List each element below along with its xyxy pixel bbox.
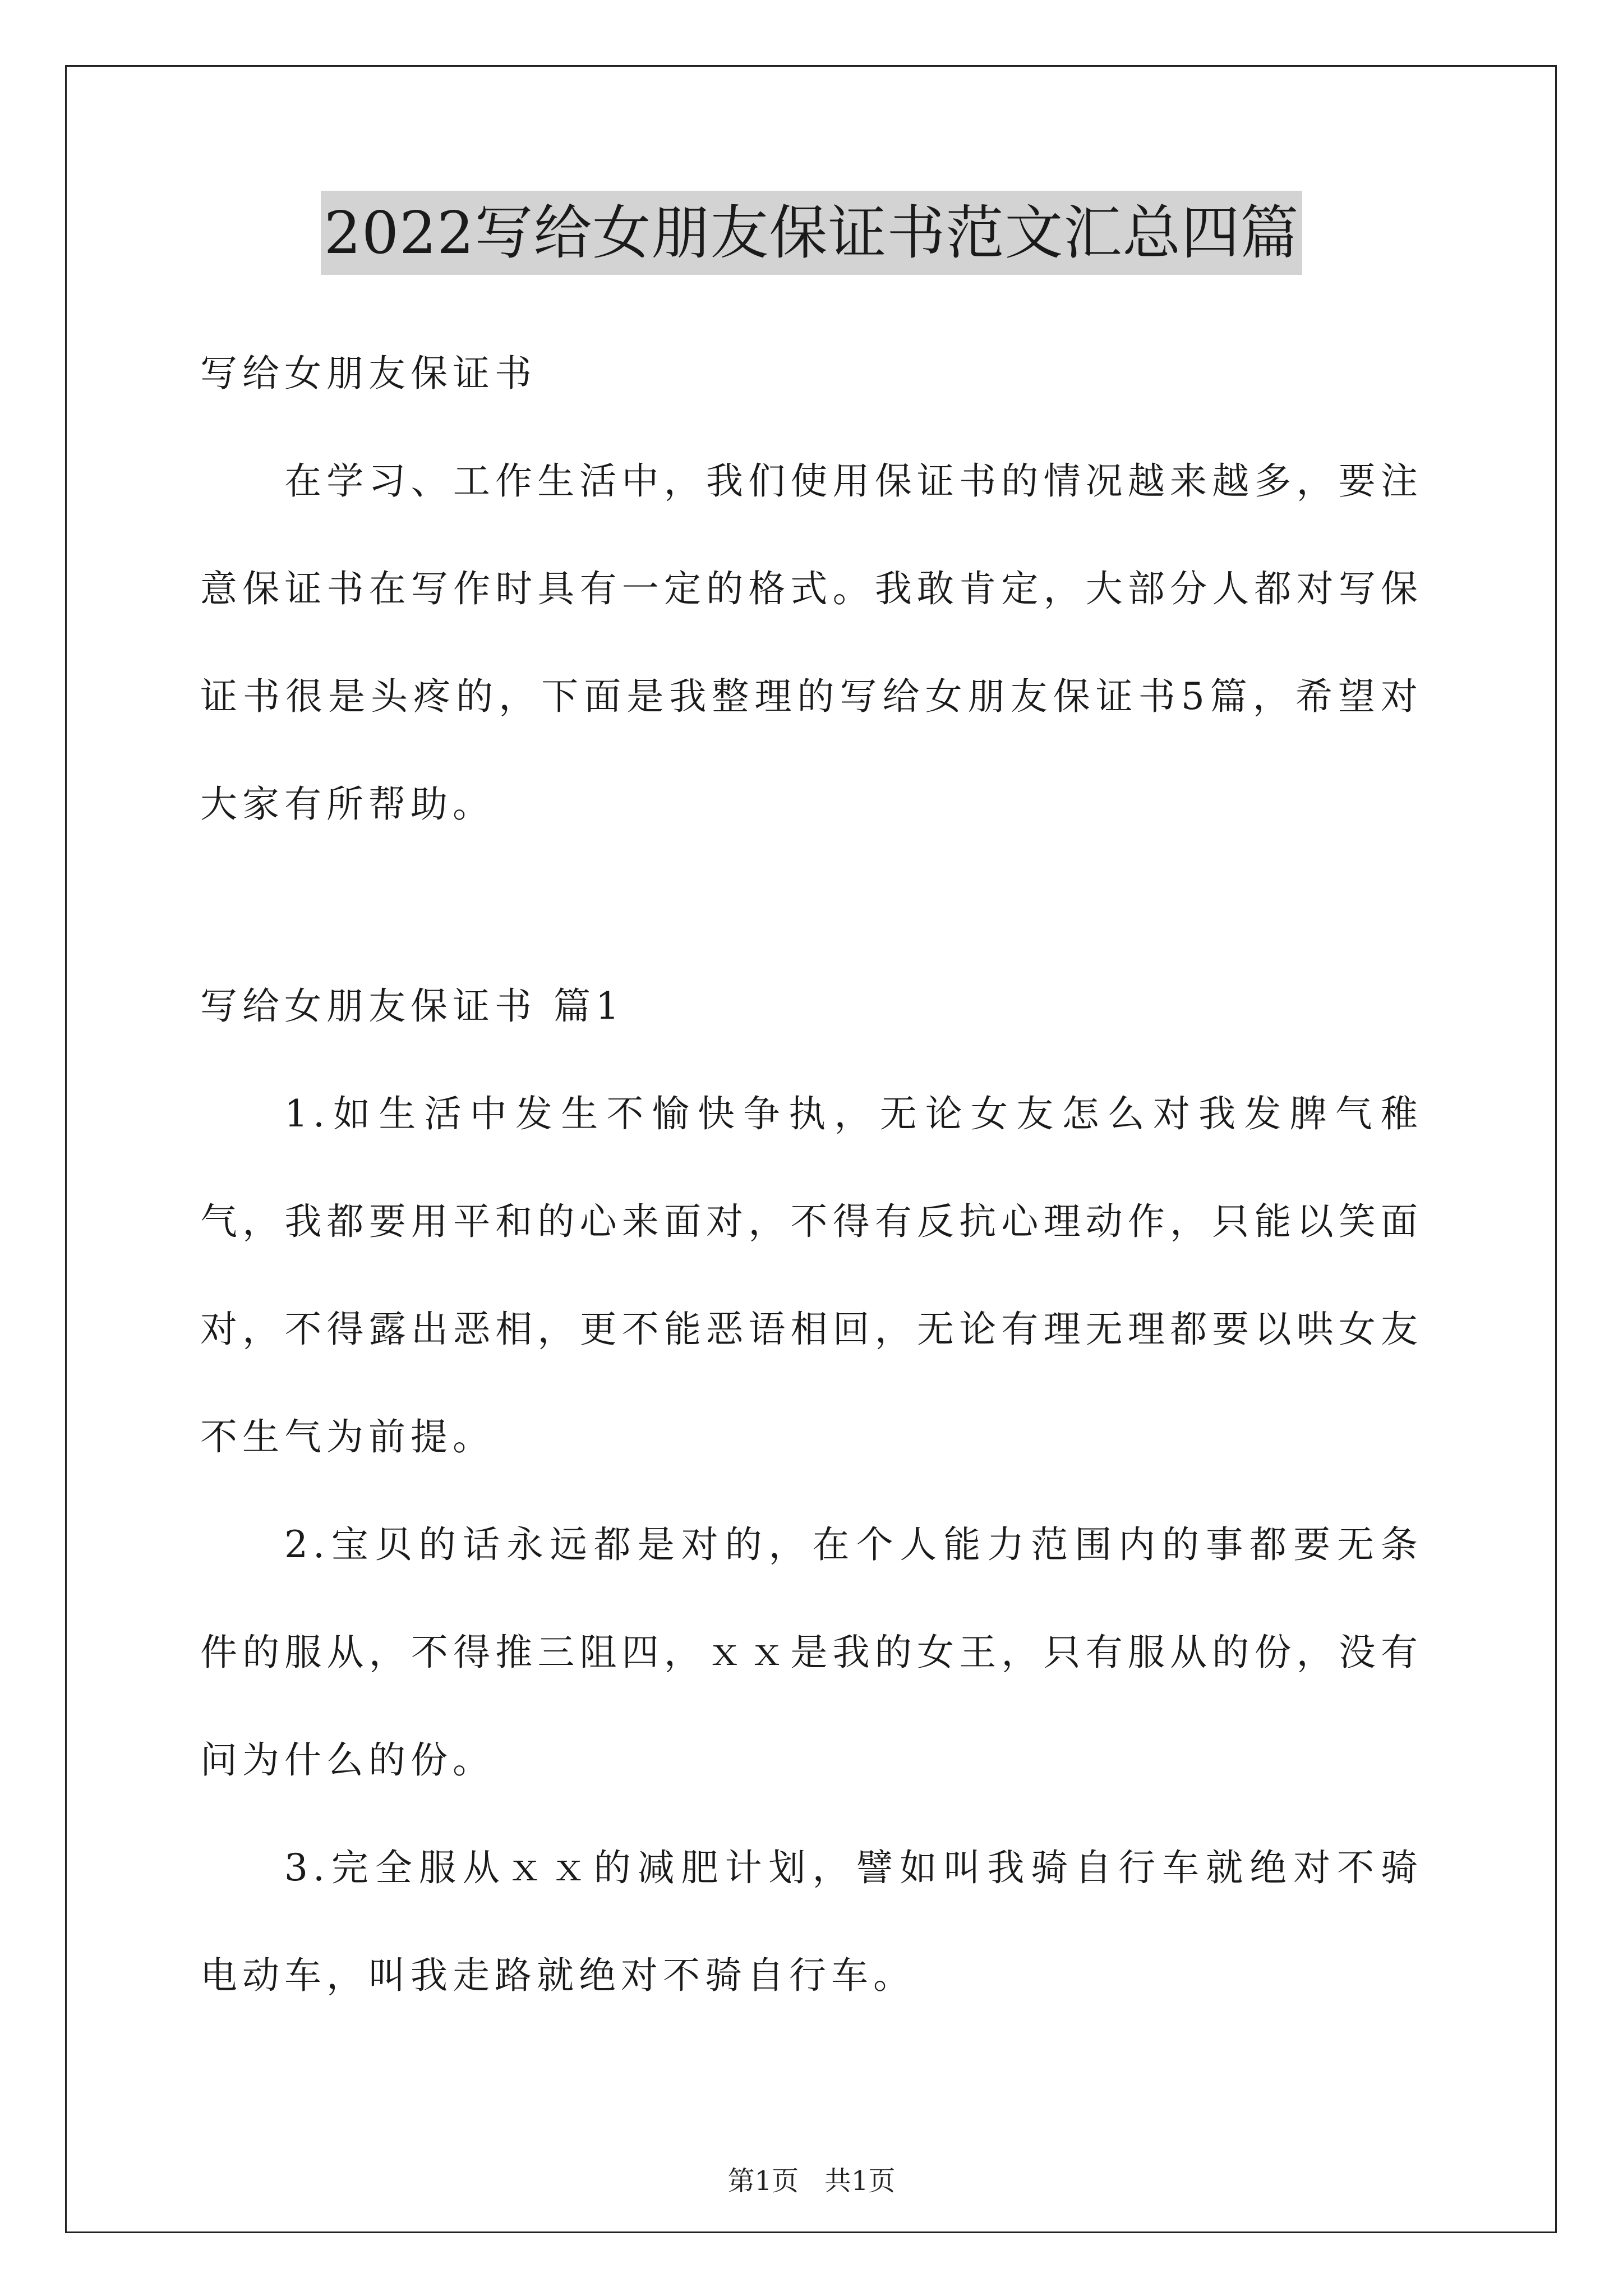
page-footer: 第1页 共1页 [727, 2165, 896, 2197]
intro-paragraph: 在学习、工作生活中，我们使用保证书的情况越来越多，要注意保证书在写作时具有一定的格式。我敢肯定，大部分人都对写保证书很是头疼的，下面是我整理的写给女朋友保证书5篇，希望对大家有所帮助。 [200, 459, 1423, 826]
title-wrapper [200, 191, 1423, 275]
document-title: 2022写给女朋友保证书范文汇总四篇 [321, 191, 1303, 275]
document-body [200, 191, 1423, 2030]
section-heading: 写给女朋友保证书 [200, 352, 537, 395]
list-item-3: 3.完全服从ｘｘ的减肥计划，譬如叫我骑自行车就绝对不骑电动车，叫我走路就绝对不骑自行车。 [200, 1846, 1423, 1997]
part-heading: 写给女朋友保证书 篇1 [200, 984, 624, 1028]
list-item-1: 1.如生活中发生不愉快争执，无论女友怎么对我发脾气稚气，我都要用平和的心来面对，不得有反抗心理动作，只能以笑面对，不得露出恶相，更不能恶语相回，无论有理无理都要以哄女友不生气为前提。 [200, 1092, 1423, 1458]
list-item-2: 2.宝贝的话永远都是对的，在个人能力范围内的事都要无条件的服从，不得推三阻四，ｘｘ是我的女王，只有服从的份，没有问为什么的份。 [200, 1523, 1423, 1782]
